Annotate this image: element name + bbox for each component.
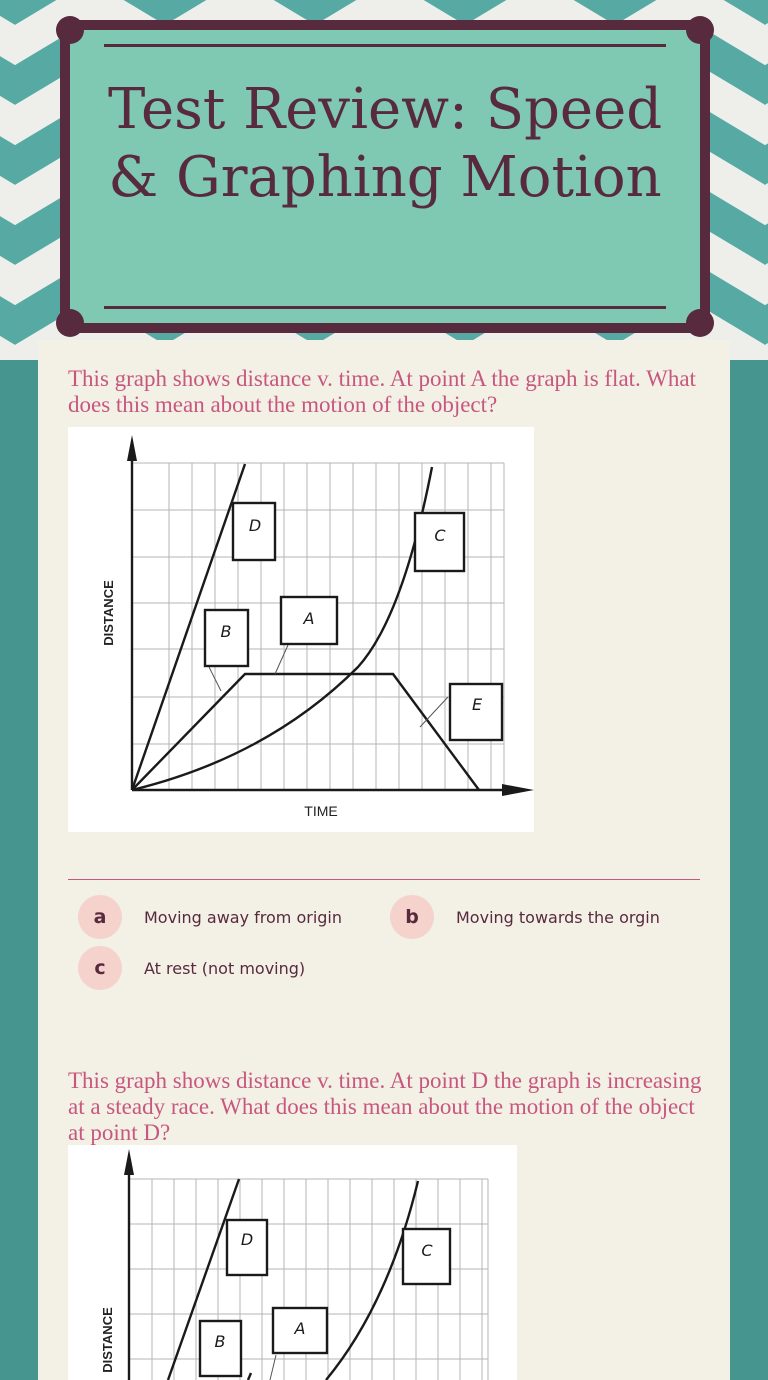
banner-bottom-rule [104,306,666,309]
banner-corner [686,16,714,44]
answers-divider [68,879,700,880]
point-label-c: C [421,1241,433,1260]
answer-text: At rest (not moving) [144,958,306,978]
banner-top-rule [104,44,666,47]
left-teal-border [0,360,38,1380]
x-axis-label: TIME [304,803,338,819]
answer-text: Moving away from origin [144,907,343,927]
point-label-d: D [240,1230,254,1249]
answer-letter-badge: b [390,895,434,939]
y-axis-label: DISTANCE [101,580,116,646]
point-label-b: B [220,622,232,641]
banner-corner [686,309,714,337]
question-1-text: This graph shows distance v. time. At point A the graph is flat. What does this mean about the motion of the object? [68,366,696,417]
question-2-text: This graph shows distance v. time. At point D the graph is increasing at a steady race. What does this mean about the motion of the object at point D? [68,1068,702,1145]
banner-corner [56,16,84,44]
y-axis-arrow [124,1149,134,1175]
line-b-a-e [132,674,479,790]
banner-corner [56,309,84,337]
point-label-a: A [294,1319,306,1338]
line-b [248,1373,251,1380]
answer-letter-badge: c [78,946,122,990]
y-axis-label: DISTANCE [100,1307,115,1373]
point-label-a: A [303,609,315,628]
point-label-d: D [248,516,262,535]
answer-option-a[interactable] [78,895,342,939]
y-axis-arrow [127,435,137,461]
answer-option-c[interactable] [78,946,305,990]
question-2-graph-image [68,1145,517,1380]
answer-option-b[interactable] [390,895,660,939]
point-label-e: E [471,695,483,714]
question-1-graph-image [68,427,534,832]
title-banner [60,20,710,333]
banner-panel [70,30,700,323]
point-label-b: B [214,1332,226,1351]
right-teal-border [730,360,768,1380]
point-label-c: C [434,526,446,545]
x-axis-arrow [502,784,534,796]
answer-letter-badge: a [78,895,122,939]
answer-text: Moving towards the orgin [456,907,660,927]
page-title: Test Review: Speed & Graphing Motion [107,77,663,210]
